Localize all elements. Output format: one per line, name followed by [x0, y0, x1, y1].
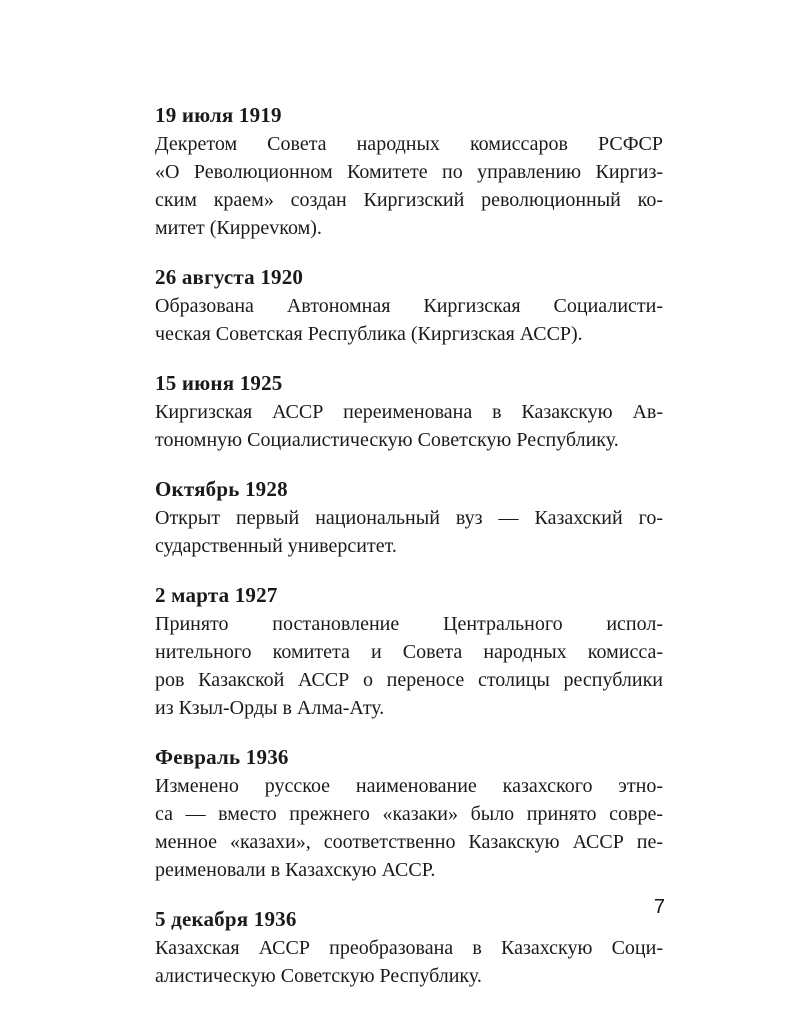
chronology-entry — [155, 474, 663, 560]
page-number: 7 — [653, 896, 665, 918]
chronology-page — [155, 100, 663, 1010]
entry-text-line: митет (Киррevком). — [155, 217, 322, 239]
entry-date: Февраль 1936 — [155, 745, 289, 769]
entry-text-line: ским краем» создан Киргизский революционный ко- — [155, 189, 663, 211]
entry-date: 2 марта 1927 — [155, 583, 278, 607]
entry-text-line: «О Революционном Комитете по управлению Киргиз- — [155, 161, 663, 183]
entry-text-line: тономную Социалистическую Советскую Республику. — [155, 429, 619, 451]
entry-text-line: сударственный университет. — [155, 535, 397, 557]
chronology-entry — [155, 368, 663, 454]
chronology-entry — [155, 100, 663, 242]
entry-text-line: нительного комитета и Совета народных комисса- — [155, 641, 663, 663]
entry-date: 19 июля 1919 — [155, 103, 282, 127]
entry-date: Октябрь 1928 — [155, 477, 288, 501]
chronology-entry — [155, 580, 663, 722]
entry-text-line: ров Казакской АССР о переносе столицы республики — [155, 669, 663, 691]
entry-date: 5 декабря 1936 — [155, 907, 297, 931]
entry-text-line: ческая Советская Республика (Киргизская АССР). — [155, 323, 583, 345]
entry-text-line: Изменено русское наименование казахского этно- — [155, 775, 663, 797]
entry-text-line: Казахская АССР преобразована в Казахскую Соци- — [155, 937, 663, 959]
entry-text-line: Принято постановление Центрального испол- — [155, 613, 663, 635]
entry-text-line: из Кзыл-Орды в Алма-Ату. — [155, 697, 385, 719]
entry-text-line: Декретом Совета народных комиссаров РСФСР — [155, 133, 663, 155]
entry-text-line: Открыт первый национальный вуз — Казахский го- — [155, 507, 663, 529]
chronology-entry — [155, 904, 663, 990]
entry-date: 15 июня 1925 — [155, 371, 283, 395]
entry-text-line: Образована Автономная Киргизская Социалисти- — [155, 295, 663, 317]
entry-text-line: Киргизская АССР переименована в Казакскую Ав- — [155, 401, 663, 423]
entry-text-line: менное «казахи», соответственно Казакскую АССР пе- — [155, 831, 663, 853]
chronology-entry — [155, 262, 663, 348]
entry-date: 26 августа 1920 — [155, 265, 304, 289]
chronology-entry — [155, 742, 663, 884]
entry-text-line: реименовали в Казахскую АССР. — [155, 859, 436, 881]
entry-text-line: алистическую Советскую Республику. — [155, 965, 482, 987]
entry-text-line: са — вместо прежнего «казаки» было принято совре- — [155, 803, 663, 825]
